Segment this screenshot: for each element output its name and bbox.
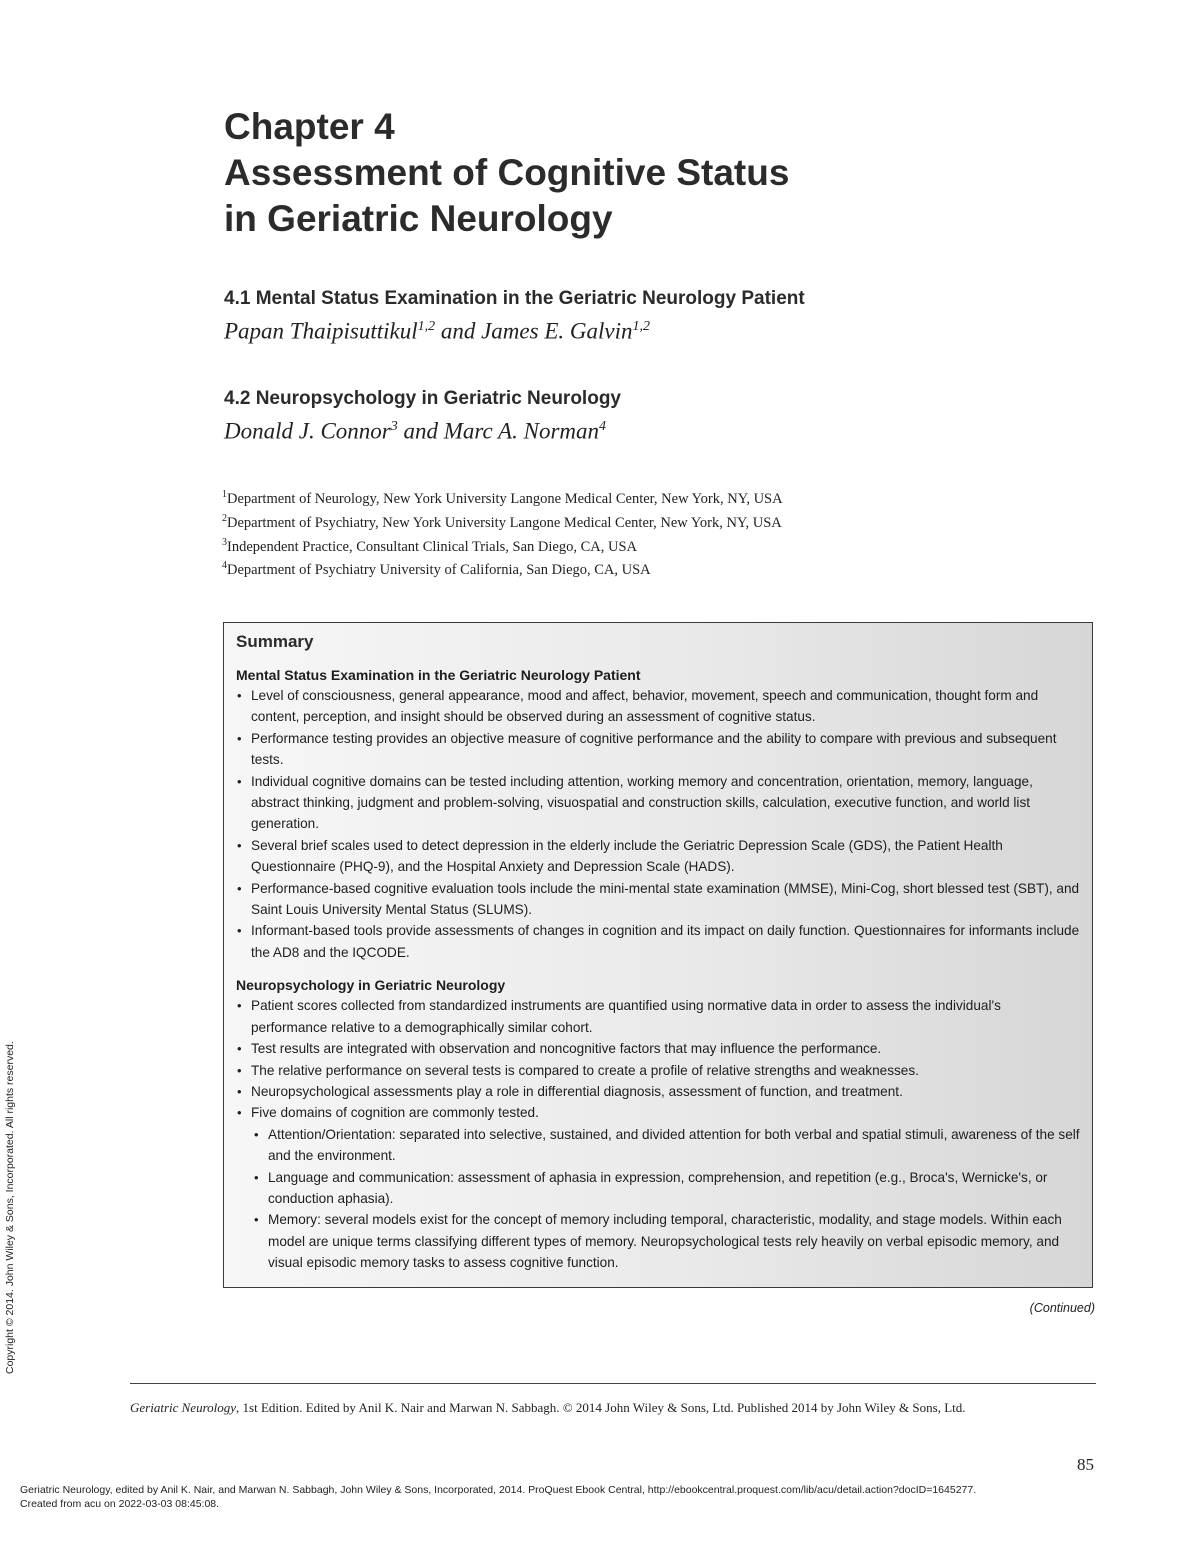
affiliation-item (222, 485, 783, 509)
chapter-title-line-2: in Geriatric Neurology (224, 198, 613, 239)
book-title: Geriatric Neurology (130, 1400, 237, 1415)
author-affiliation-sup: 1,2 (417, 319, 436, 334)
chapter-number: Chapter 4 (224, 106, 395, 147)
proquest-footer (20, 1483, 976, 1511)
chapter-title-line-1: Assessment of Cognitive Status (224, 152, 790, 193)
cognition-domains-sub-list (236, 1124, 1080, 1274)
author-name: James E. Galvin (481, 318, 633, 344)
bullet-item: • Informant-based tools provide assessments of changes in cognition and its impact on daily function. Questionnaires for informants include the AD8 and the IQCODE. (236, 920, 1080, 963)
bullet-item: • Several brief scales used to detect depression in the elderly include the Geriatric Depression Scale (GDS), the Patient Health Questionnaire (PHQ-9), and the Hospital Anxiety and Depression Scale (HADS). (236, 835, 1080, 878)
affiliation-item (222, 556, 783, 580)
neuropsychology-bullet-list (236, 995, 1080, 1123)
footer-created-line: Created from acu on 2022-03-03 08:45:08. (20, 1498, 220, 1510)
summary-title: Summary (236, 632, 314, 651)
author-conjunction: and (435, 318, 482, 344)
author-name: Papan Thaipisuttikul (224, 318, 418, 344)
author-conjunction: and (397, 418, 444, 444)
summary-box (223, 622, 1093, 1288)
affiliation-text: Department of Neurology, New York University Langone Medical Center, New York, NY, USA (227, 490, 783, 507)
affiliation-number: 1 (222, 489, 227, 500)
affiliation-text: Department of Psychiatry, New York University Langone Medical Center, New York, NY, USA (227, 514, 782, 531)
page-number: 85 (1077, 1455, 1094, 1474)
footer-source-line: Geriatric Neurology, edited by Anil K. Nair, and Marwan N. Sabbagh, John Wiley & Sons, Incorporated, 2014. ProQuest Ebook Central, http://ebookcentral.proquest.com/lib/acu/detail.action?docID=1645277. (20, 1484, 977, 1496)
affiliation-number: 3 (222, 536, 227, 548)
author-name: Marc A. Norman (443, 418, 599, 444)
bullet-item: • Neuropsychological assessments play a role in differential diagnosis, assessment of function, and treatment. (236, 1081, 1080, 1102)
chapter-title (224, 104, 789, 242)
bullet-item: • Patient scores collected from standardized instruments are quantified using normative data in order to assess the individual's performance relative to a demographically similar cohort. (236, 995, 1080, 1038)
mental-status-bullet-list (236, 685, 1080, 963)
section-4-2-authors (224, 413, 606, 446)
bullet-item: • The relative performance on several tests is compared to create a profile of relative strengths and weaknesses. (236, 1060, 1080, 1081)
affiliation-item (222, 533, 783, 557)
summary-subheading-mental-status: Mental Status Examination in the Geriatric Neurology Patient (236, 667, 641, 683)
affiliation-text: Independent Practice, Consultant Clinical Trials, San Diego, CA, USA (227, 538, 637, 555)
author-affiliation-sup: 4 (599, 419, 606, 434)
sub-bullet-item: • Language and communication: assessment of aphasia in expression, comprehension, and repetition (e.g., Broca's, Wernicke's, or conduction aphasia). (253, 1167, 1080, 1210)
author-affiliation-sup: 1,2 (632, 319, 650, 334)
affiliation-number: 4 (222, 560, 227, 572)
citation-details: , 1st Edition. Edited by Anil K. Nair and Marwan N. Sabbagh. © 2014 John Wiley & Sons, Ltd. Published 2014 by John Wiley & Sons, Ltd. (236, 1400, 966, 1415)
bullet-item: • Performance testing provides an objective measure of cognitive performance and the ability to compare with previous and subsequent tests. (236, 728, 1080, 771)
affiliation-item (222, 509, 783, 533)
affiliation-number: 2 (222, 512, 227, 524)
author-affiliation-sup: 3 (390, 419, 398, 434)
author-name: Donald J. Connor (224, 418, 391, 444)
affiliation-text: Department of Psychiatry University of California, San Diego, CA, USA (227, 562, 651, 579)
vertical-copyright-notice: Copyright © 2014. John Wiley & Sons, Incorporated. All rights reserved. (4, 1041, 16, 1374)
section-heading-4-2: 4.2 Neuropsychology in Geriatric Neurology (224, 388, 621, 409)
sub-bullet-item: • Attention/Orientation: separated into selective, sustained, and divided attention for both verbal and spatial stimuli, awareness of the self and the environment. (253, 1124, 1080, 1167)
footer-divider (130, 1383, 1096, 1384)
bullet-item: • Individual cognitive domains can be tested including attention, working memory and concentration, orientation, memory, language, abstract thinking, judgment and problem-solving, visuospatial and construction skills, calculation, executive function, and world list generation. (236, 771, 1080, 835)
bullet-item: • Test results are integrated with observation and noncognitive factors that may influence the performance. (236, 1038, 1080, 1059)
section-4-1-authors (224, 313, 650, 346)
sub-bullet-item: • Memory: several models exist for the concept of memory including temporal, characteristic, modality, and stage models. Within each model are unique terms classifying different types of memory. Neuropsychological tests rely heavily on verbal episodic memory, and visual episodic memory tasks to assess cognitive function. (253, 1209, 1080, 1273)
bullet-item: • Performance-based cognitive evaluation tools include the mini-mental state examination (MMSE), Mini-Cog, short blessed test (SBT), and Saint Louis University Mental Status (SLUMS). (236, 878, 1080, 921)
continued-label: (Continued) (1029, 1301, 1095, 1315)
affiliations (222, 485, 783, 580)
bullet-item: • Level of consciousness, general appearance, mood and affect, behavior, movement, speech and communication, thought form and content, perception, and insight should be observed during an assessment of cognitive status. (236, 685, 1080, 728)
summary-subheading-neuropsychology: Neuropsychology in Geriatric Neurology (236, 977, 506, 994)
bullet-item: • Five domains of cognition are commonly tested. (236, 1102, 1080, 1123)
section-heading-4-1: 4.1 Mental Status Examination in the Geriatric Neurology Patient (224, 288, 805, 309)
book-citation (130, 1400, 966, 1416)
